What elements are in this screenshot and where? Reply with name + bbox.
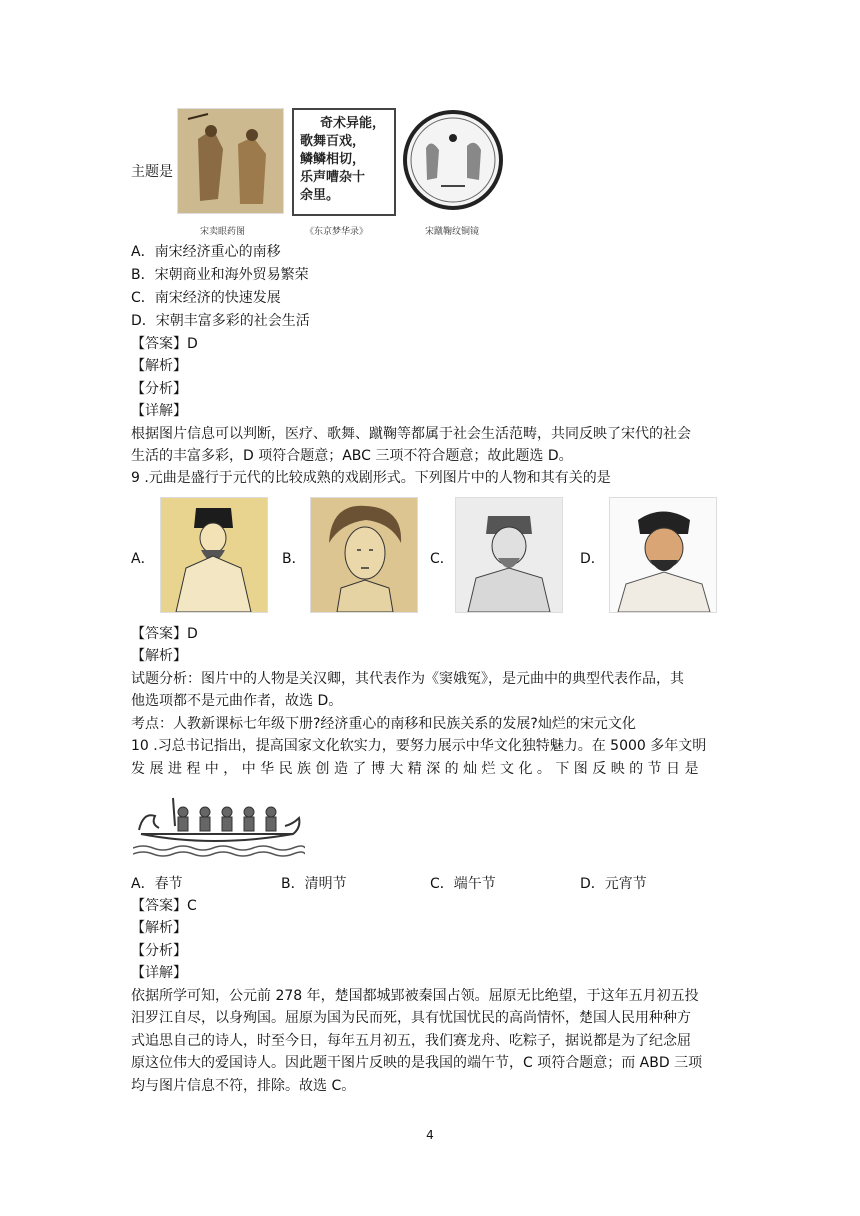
q10-option-d: D．元宵节 <box>580 876 647 892</box>
q10-detail-line-5: 均与图片信息不符，排除。故选 C。 <box>131 1078 356 1094</box>
q9-portrait-d <box>609 497 717 613</box>
q8-figure-quote <box>292 108 396 216</box>
q10-detail-line-3: 式追思自己的诗人，时至今日，每年五月初五，我们赛龙舟、吃粽子，据说都是为了纪念屈 <box>131 1033 691 1049</box>
q8-caption-1: 宋卖眼药图 <box>200 227 246 237</box>
quote-line: 歌舞百戏， <box>300 134 366 149</box>
q8-xiangjie-label: 【详解】 <box>131 403 187 419</box>
q8-caption-3: 宋蹴鞠纹铜镜 <box>425 227 480 237</box>
q10-answer: 【答案】C <box>131 898 197 914</box>
q8-explanation-line-2: 生活的丰富多彩，D 项符合题意；ABC 三项不符合题意；故此题选 D。 <box>131 448 573 464</box>
q10-fenxi-label: 【分析】 <box>131 943 187 959</box>
quote-line: 乐声嘈杂十 <box>300 170 366 185</box>
q10-stem-line-1: 10 .习总书记指出，提高国家文化软实力，要努力展示中华文化独特魅力。在 5000 多年文明 <box>131 738 707 754</box>
q8-explanation-line-1: 根据图片信息可以判断，医疗、歌舞、蹴鞠等都属于社会生活范畴，共同反映了宋代的社会 <box>131 426 691 442</box>
q8-option-a: A．南宋经济重心的南移 <box>131 244 281 260</box>
q9-analysis-line-2: 他选项都不是元曲作者，故选 D。 <box>131 693 343 709</box>
q8-option-d: D．宋朝丰富多彩的社会生活 <box>131 313 310 329</box>
q9-portrait-b <box>310 497 418 613</box>
q9-portrait-a <box>160 497 268 613</box>
q10-option-b: B．清明节 <box>281 876 347 892</box>
q10-dragon-boat-image <box>133 790 305 858</box>
q8-figure-mirror <box>401 108 505 212</box>
q10-stem-line-2: 发 展 进 程 中 ， 中 华 民 族 创 造 了 博 大 精 深 的 灿 烂 文 化 。 下 图 反 映 的 节 日 是 <box>131 761 699 777</box>
q9-portrait-c <box>455 497 563 613</box>
q9-kaodian: 考点：人教新课标七年级下册?经济重心的南移和民族关系的发展?灿烂的宋元文化 <box>131 716 636 732</box>
q8-figure-painting <box>177 108 284 214</box>
q10-detail-line-1: 依据所学可知，公元前 278 年，楚国都城郢被秦国占领。屈原无比绝望，于这年五月初五投 <box>131 988 699 1004</box>
q8-answer: 【答案】D <box>131 336 198 352</box>
q8-option-b: B．宋朝商业和海外贸易繁荣 <box>131 267 309 283</box>
page-number: 4 <box>426 1128 434 1142</box>
q8-caption-2: 《东京梦华录》 <box>305 227 369 237</box>
q9-option-b-label: B． <box>282 551 306 567</box>
q9-stem: 9 .元曲是盛行于元代的比较成熟的戏剧形式。下列图片中的人物和其有关的是 <box>131 470 611 486</box>
q10-detail-line-2: 汨罗江自尽，以身殉国。屈原为国为民而死，具有忧国忧民的高尚情怀，楚国人民用种种方 <box>131 1010 691 1026</box>
q10-option-c: C．端午节 <box>430 876 496 892</box>
q10-detail-line-4: 原这位伟大的爱国诗人。因此题干图片反映的是我国的端午节，C 项符合题意；而 ABD 三项 <box>131 1055 703 1071</box>
quote-line: 余里。 <box>300 188 340 203</box>
q9-answer: 【答案】D <box>131 626 198 642</box>
q8-analysis-label: 【解析】 <box>131 358 187 374</box>
q10-xiangjie-label: 【详解】 <box>131 965 187 981</box>
q8-stem-tail: 主题是 <box>131 164 173 180</box>
q9-option-c-label: C． <box>430 551 454 567</box>
q8-fenxi-label: 【分析】 <box>131 381 187 397</box>
quote-line: 奇术异能， <box>320 116 386 131</box>
q10-analysis-label: 【解析】 <box>131 920 187 936</box>
q9-analysis-line-1: 试题分析：图片中的人物是关汉卿，其代表作为《窦娥冤》，是元曲中的典型代表作品，其 <box>131 671 684 687</box>
q9-option-d-label: D． <box>580 551 605 567</box>
q9-analysis-label: 【解析】 <box>131 648 187 664</box>
q10-option-a: A．春节 <box>131 876 183 892</box>
quote-line: 鳞鳞相切， <box>300 152 366 167</box>
q8-option-c: C．南宋经济的快速发展 <box>131 290 281 306</box>
q9-option-a-label: A． <box>131 551 155 567</box>
